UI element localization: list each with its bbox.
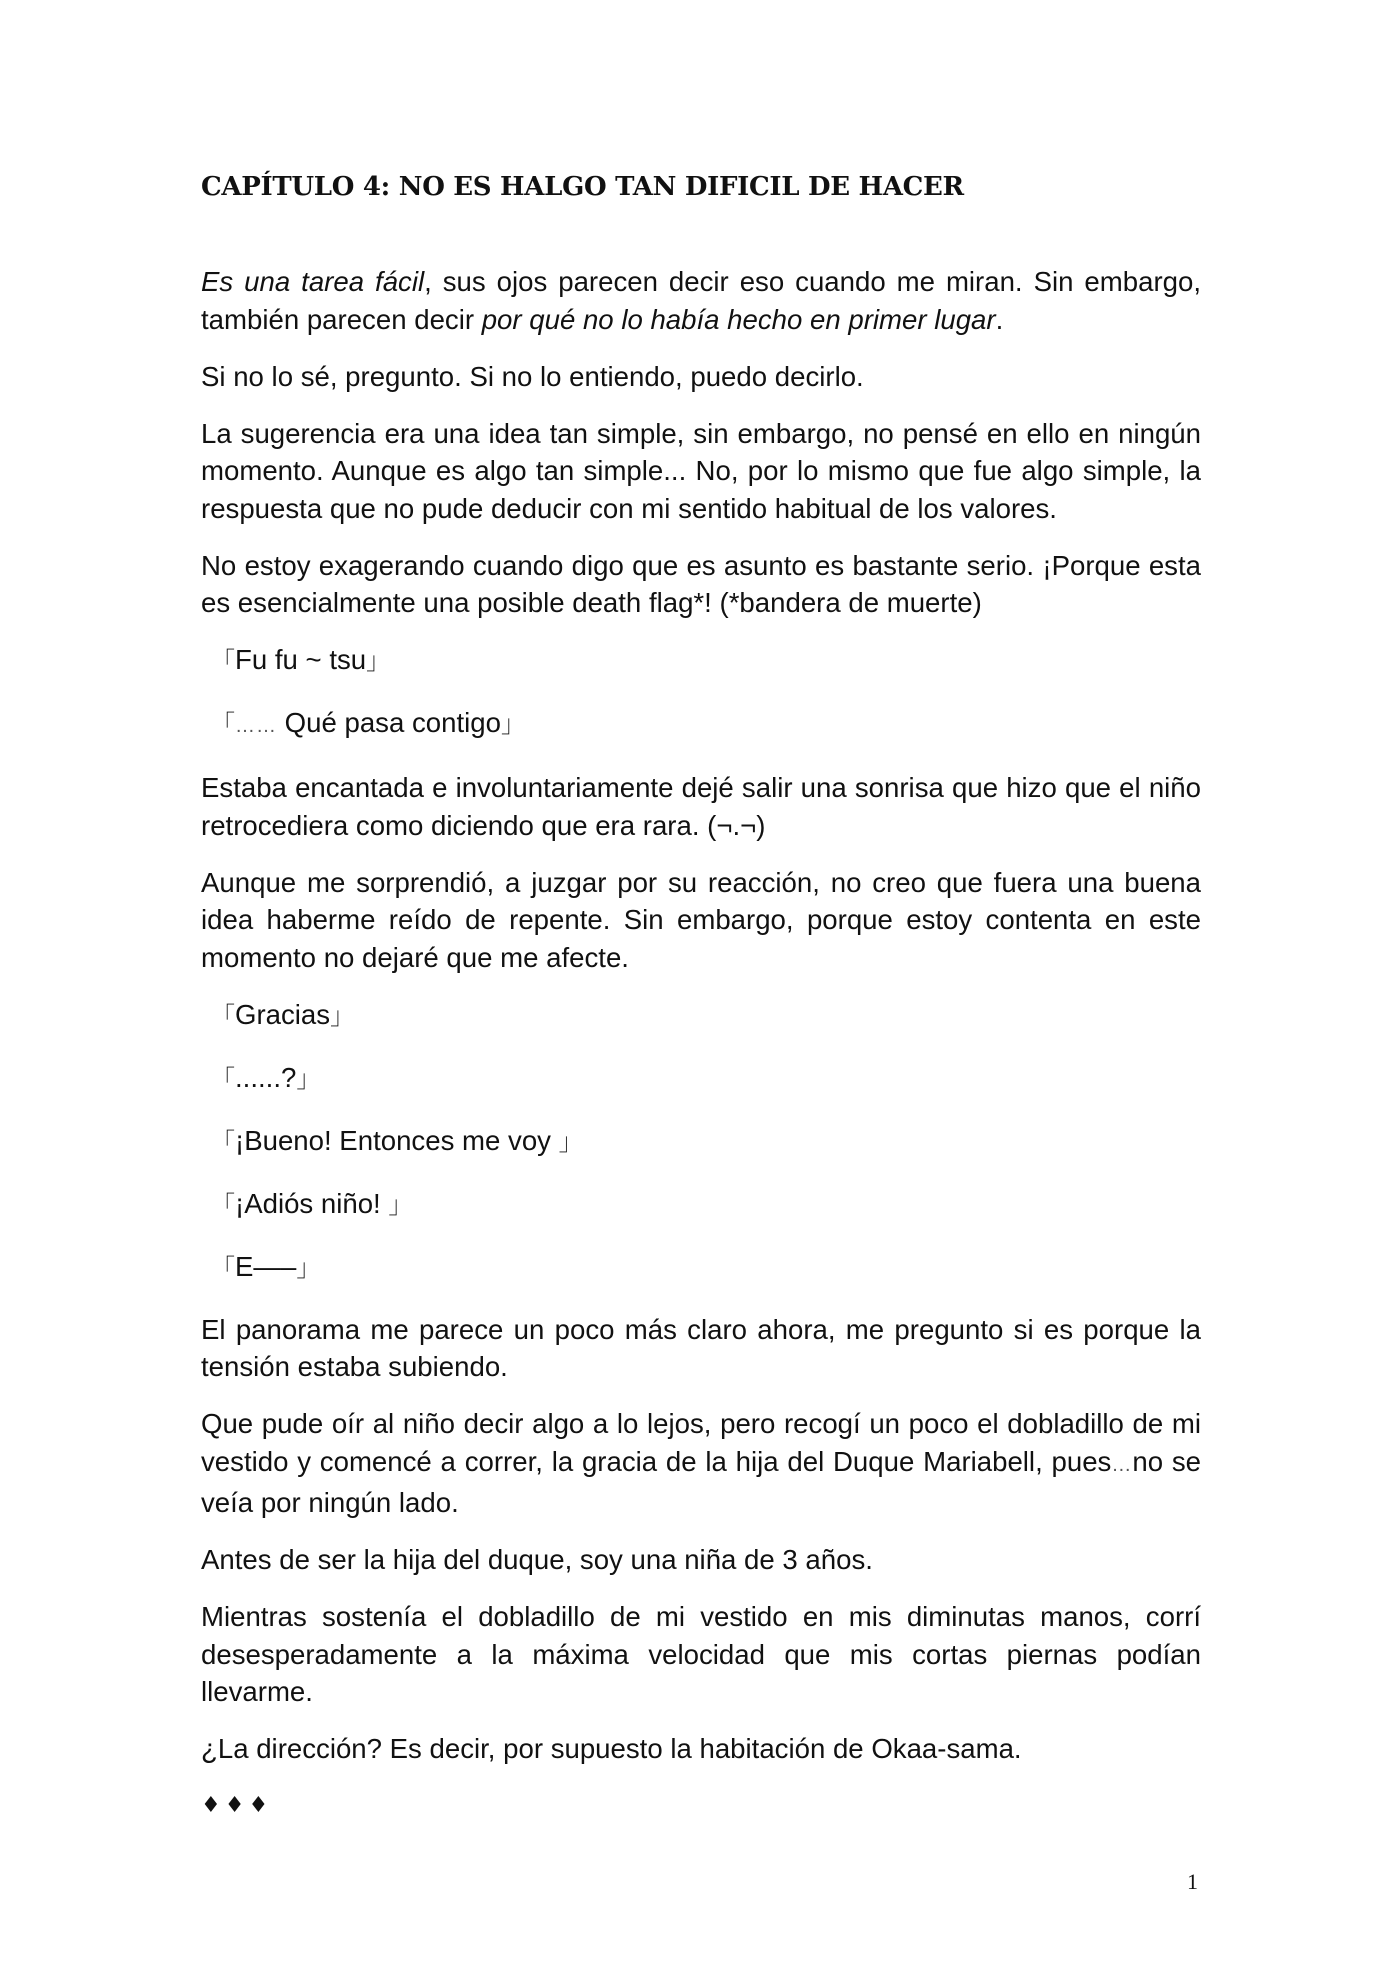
- quote-close: 」: [500, 710, 525, 738]
- paragraph-11: ¿La dirección? Es decir, por supuesto la habitación de Okaa-sama.: [201, 1733, 1022, 1764]
- paragraph-text: .: [995, 303, 1004, 335]
- quote-close: 」: [330, 1001, 355, 1030]
- dialogue-line: [211, 1059, 1201, 1099]
- paragraph-1: [201, 263, 1201, 338]
- quote-open: 「: [211, 647, 235, 675]
- quote-open: 「: [211, 1190, 235, 1219]
- quote-open: 「: [211, 1064, 235, 1093]
- paragraph-3: La sugerencia era una idea tan simple, sin embargo, no pensé en ello en ningún momento. Aunque es algo tan simple... No, por lo mismo que fue algo simple, la respuesta que no pude deducir con mi sentido habitual de los valores.: [201, 417, 1201, 524]
- dialogue-ellipsis: ……: [235, 715, 277, 737]
- quote-close: 」: [296, 1253, 321, 1282]
- dialogue-line: [211, 704, 1201, 746]
- paragraph-10: Mientras sostenía el dobladillo de mi vestido en mis diminutas manos, corrí desesperadamente a la máxima velocidad que mis cortas piernas podían llevarme.: [201, 1601, 1201, 1707]
- dialogue-line: [211, 1185, 1201, 1225]
- dialogue-line: [211, 996, 1201, 1036]
- dialogue-line: [211, 1248, 1201, 1288]
- paragraph-5: Estaba encantada e involuntariamente dejé salir una sonrisa que hizo que el niño retrocediera como diciendo que era rara. (¬.¬): [201, 772, 1201, 841]
- quote-open: 「: [211, 1127, 235, 1156]
- dialogue-text: Qué pasa contigo: [277, 707, 501, 738]
- dialogue-line: [211, 1122, 1201, 1162]
- dialogue-text: E—–: [235, 1250, 297, 1282]
- paragraph-7: El panorama me parece un poco más claro ahora, me pregunto si es porque la tensión estaba subiendo.: [201, 1313, 1201, 1382]
- quote-open: 「: [211, 1253, 235, 1282]
- paragraph-6: Aunque me sorprendió, a juzgar por su reacción, no creo que fuera una buena idea haberme reído de repente. Sin embargo, porque estoy contenta en este momento no dejaré que me afecte.: [201, 866, 1201, 973]
- paragraph-8: [201, 1405, 1201, 1522]
- quote-close: 」: [558, 1127, 583, 1156]
- paragraph-ellipsis: …: [1111, 1453, 1133, 1476]
- italic-phrase: Es una tarea fácil: [201, 266, 425, 297]
- quote-close: 」: [388, 1190, 413, 1219]
- paragraph-2: Si no lo sé, pregunto. Si no lo entiendo, puedo decirlo.: [201, 360, 864, 392]
- quote-close: 」: [366, 647, 391, 675]
- paragraph-text: no se veía por ningún lado.: [201, 1445, 1201, 1518]
- dialogue-text: ¡Bueno! Entonces me voy: [235, 1124, 559, 1156]
- quote-close: 」: [296, 1064, 321, 1093]
- dialogue-text: Fu fu ~ tsu: [235, 644, 367, 675]
- scene-break-divider: ♦♦♦: [201, 1793, 273, 1818]
- paragraph-9: Antes de ser la hija del duque, soy una niña de 3 años.: [201, 1544, 873, 1575]
- page-number: 1: [1187, 1869, 1198, 1894]
- chapter-body: [201, 263, 1201, 1825]
- quote-open: 「: [211, 1001, 235, 1030]
- dialogue-text: ¡Adiós niño!: [235, 1187, 389, 1219]
- dialogue-line: [211, 641, 1201, 681]
- paragraph-text: , sus ojos parecen decir eso cuando me miran. Sin embargo, también parecen decir: [201, 266, 1201, 335]
- dialogue-text: Gracias: [235, 998, 331, 1030]
- italic-phrase: por qué no lo había hecho en primer lugar: [481, 303, 996, 335]
- chapter-title: CAPÍTULO 4: NO ES HALGO TAN DIFICIL DE HACER: [201, 172, 964, 202]
- dialogue-text: ......?: [235, 1061, 297, 1093]
- quote-open: 「: [211, 710, 235, 738]
- paragraph-text: Que pude oír al niño decir algo a lo lejos, pero recogí un poco el dobladillo de mi vestido y comencé a correr, la gracia de la hija del Duque Mariabell, pues: [201, 1408, 1201, 1477]
- paragraph-4: No estoy exagerando cuando digo que es asunto es bastante serio. ¡Porque esta es esencialmente una posible death flag*! (*bandera de muerte): [201, 549, 1201, 618]
